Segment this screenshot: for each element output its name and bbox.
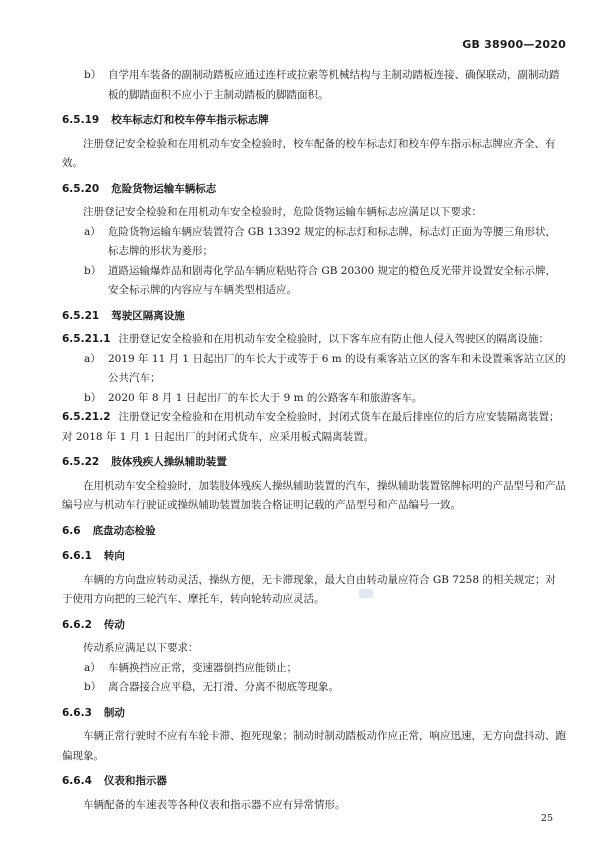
subsection-number: 6.5.21.1: [62, 333, 111, 345]
section-title: 仪表和指示器: [103, 775, 167, 787]
section-number: 6.6.2: [62, 618, 92, 631]
subsection-paragraph: [62, 330, 566, 350]
list-text: 道路运输爆炸品和剧毒化学品车辆应粘贴符合 GB 20300 规定的橙色反光带并设置安全标示牌，安全标示牌的内容应与车辆类型相适应。: [108, 264, 557, 296]
section-title: 校车标志灯和校车停车指示标志牌: [111, 114, 269, 126]
list-text: 车辆换挡应正常，变速器倒挡应能锁止；: [108, 661, 297, 674]
list-label: b）: [84, 681, 102, 693]
list-item: [62, 350, 566, 389]
list-label: a）: [84, 661, 101, 674]
paragraph: 传动系应满足以下要求：: [83, 642, 199, 654]
list-text: 危险货物运输车辆应装置符合 GB 13392 规定的标志灯和标志牌，标志灯正面为等腰三角形状，标志牌的形状为菱形；: [108, 225, 557, 257]
section-heading: [62, 704, 566, 724]
section-title: 传动: [103, 618, 125, 631]
section-number: 6.5.19: [62, 114, 100, 126]
section-number: 6.6.1: [62, 550, 92, 562]
list-label: b）: [84, 264, 102, 277]
list-item: [62, 223, 566, 262]
paragraph: 注册登记安全检验和在用机动车安全检验时，危险货物运输车辆标志应满足以下要求：: [83, 206, 482, 218]
list-label: b）: [84, 69, 102, 81]
standard-code: GB 38900—2020: [462, 38, 566, 51]
section-number: 6.5.22: [62, 456, 100, 468]
section-title: 肢体残疾人操纵辅助装置: [111, 456, 227, 468]
list-text: 2019 年 11 月 1 日起出厂的车长大于或等于 6 m 的设有乘客站立区的客车和未设置乘客站立区的公共汽车；: [108, 352, 566, 384]
subsection-text: 注册登记安全检验和在用机动车安全检验时，以下客车应有防止他人侵入驾驶区的隔离设施：: [118, 333, 549, 345]
list-label: a）: [84, 225, 101, 238]
section-number: 6.6.3: [62, 706, 92, 719]
list-item: [62, 659, 566, 679]
section-heading: [62, 616, 566, 636]
list-text: 自学用车装备的副制动踏板应通过连杆或拉索等机械结构与主制动踏板连接、确保联动，副制动踏板的脚踏面积不应小于主制动踏板的脚踏面积。: [108, 69, 560, 101]
subsection-paragraph: [62, 408, 566, 447]
section-number: 6.6.4: [62, 775, 92, 787]
page-number: 25: [540, 813, 553, 824]
list-item: [62, 66, 566, 105]
section-title: 制动: [103, 706, 125, 719]
section-title: 转向: [103, 550, 125, 562]
section-title: 危险货物运输车辆标志: [111, 182, 217, 195]
section-number: 6.5.21: [62, 309, 100, 322]
list-item: [62, 262, 566, 301]
paragraph: 车辆正常行驶时不应有车轮卡滞、抱死现象；制动时制动踏板动作应正常，响应迅速，无方向盘抖动、跑偏现象。: [62, 730, 566, 762]
section-heading: [62, 772, 566, 792]
paragraph: 在用机动车安全检验时，加装肢体残疾人操纵辅助装置的汽车，操纵辅助装置铭牌标明的产品型号和产品编号应与机动车行驶证或操纵辅助装置加装合格证明记载的产品型号和产品编号一致。: [62, 479, 566, 511]
list-item: [62, 678, 566, 698]
section-title: 驾驶区隔离设施: [111, 309, 185, 322]
list-label: b）: [84, 391, 102, 404]
section-number: 6.6: [62, 524, 81, 537]
paragraph: 车辆配备的车速表等各种仪表和指示器不应有异常情形。: [83, 798, 346, 811]
section-heading: [62, 180, 566, 200]
list-label: a）: [84, 352, 101, 365]
section-heading: [62, 522, 566, 542]
page-content: [62, 66, 566, 815]
section-number: 6.5.20: [62, 182, 100, 195]
watermark-logo: [359, 589, 373, 598]
section-title: 底盘动态检验: [92, 524, 156, 537]
paragraph: 车辆的方向盘应转动灵活，操纵方便，无卡滞现象，最大自由转动量应符合 GB 7258 的相关规定；对于使用方向把的三轮汽车、摩托车，转向轮转动应灵活。: [62, 573, 556, 605]
subsection-number: 6.5.21.2: [62, 411, 111, 423]
list-item: [62, 389, 566, 409]
section-heading: [62, 307, 566, 327]
section-heading: [62, 111, 566, 131]
section-heading: [62, 547, 566, 567]
list-text: 2020 年 8 月 1 日起出厂的车长大于 9 m 的公路客车和旅游客车。: [108, 391, 423, 404]
paragraph: 注册登记安全检验和在用机动车安全检验时，校车配备的校车标志灯和校车停车指示标志牌应齐全、有效。: [62, 137, 556, 169]
section-heading: [62, 453, 566, 473]
list-text: 离合器接合应平稳，无打滑、分离不彻底等现象。: [108, 681, 339, 693]
subsection-text: 注册登记安全检验和在用机动车安全检验时，封闭式货车在最后排座位的后方应安装隔离装置；对 2018 年 1 月 1 日起出厂的封闭式货车，应采用板式隔离装置。: [62, 411, 560, 443]
